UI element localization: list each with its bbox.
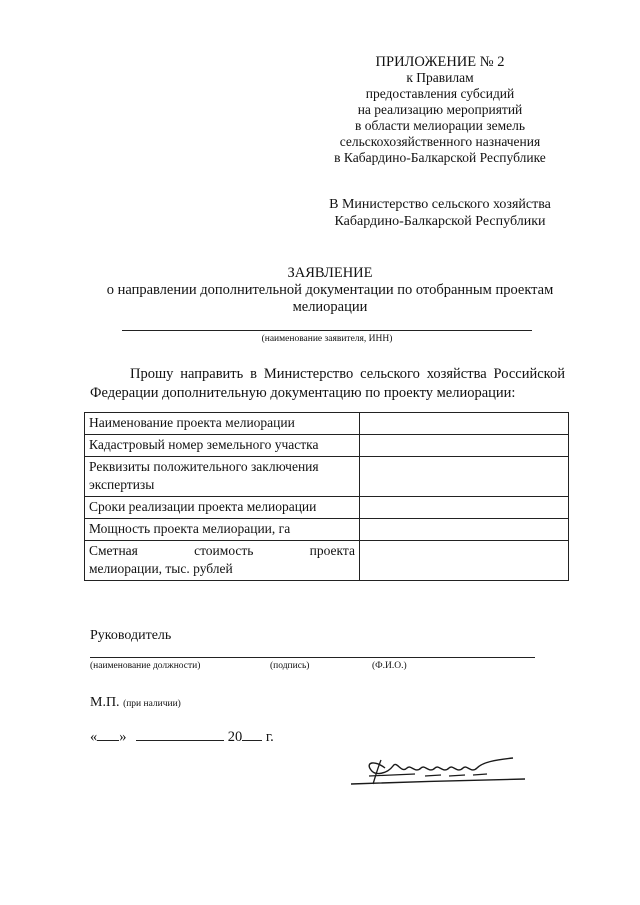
day-blank[interactable] [97, 728, 119, 741]
month-blank[interactable] [136, 728, 224, 741]
table-row [85, 413, 569, 435]
year-blank[interactable] [242, 728, 262, 741]
table-row [85, 435, 569, 457]
document-subtitle: о направлении дополнительной документации по отобранным проектам [106, 282, 554, 298]
appendix-title: ПРИЛОЖЕНИЕ № 2 [375, 54, 505, 70]
addressee-line: В Министерство сельского хозяйства [329, 197, 551, 212]
position-caption: (наименование должности) [90, 661, 201, 671]
table-value-cell[interactable] [360, 413, 569, 435]
table-value-cell[interactable] [360, 457, 569, 497]
appendix-header [290, 54, 590, 166]
table-value-cell[interactable] [360, 435, 569, 457]
date-close-quote: » [119, 729, 127, 745]
table-label: Сроки реализации проекта мелиорации [85, 497, 360, 519]
table-row [85, 541, 569, 581]
table-label: Мощность проекта мелиорации, га [85, 519, 360, 541]
table-label-line: Сметная стоимость проекта [89, 543, 355, 558]
signature-line [90, 657, 535, 658]
table-label: Кадастровый номер земельного участка [85, 435, 360, 457]
date-line [90, 728, 274, 746]
table-value-cell[interactable] [360, 541, 569, 581]
name-caption: (Ф.И.О.) [372, 661, 407, 671]
appendix-line: к Правилам [406, 70, 474, 85]
leader-label: Руководитель [90, 628, 172, 643]
appendix-line: сельскохозяйственного назначения [339, 134, 541, 149]
addressee-line: Кабардино-Балкарской Республики [334, 214, 546, 229]
year-prefix: 20 [227, 729, 243, 745]
table-value-cell[interactable] [360, 497, 569, 519]
document-subtitle: мелиорации [292, 299, 368, 315]
info-table [84, 412, 569, 581]
table-row [85, 497, 569, 519]
signature-caption: (подпись) [270, 661, 310, 671]
handwritten-signature [345, 740, 535, 795]
date-open-quote: « [90, 729, 98, 745]
applicant-caption: (наименование заявителя, ИНН) [261, 334, 393, 344]
addressee [290, 196, 590, 230]
stamp-place [90, 695, 181, 711]
applicant-line [122, 330, 532, 331]
table-label [85, 541, 360, 581]
table-row [85, 519, 569, 541]
table-label-line: мелиорации, тыс. рублей [89, 561, 233, 576]
table-label-line: Реквизиты положительного заключения [89, 459, 319, 474]
table-label: Наименование проекта мелиорации [85, 413, 360, 435]
document-title: ЗАЯВЛЕНИЕ [287, 265, 373, 281]
appendix-line: в области мелиорации земель [354, 118, 526, 133]
appendix-line: в Кабардино-Балкарской Республике [334, 150, 546, 165]
request-paragraph: Прошу направить в Министерство сельского хозяйства Российской Федерации дополнительную документацию по проекту мелиорации: [90, 366, 565, 401]
stamp-label: М.П. [90, 695, 120, 710]
table-row [85, 457, 569, 497]
document-heading [40, 265, 620, 316]
stamp-note: (при наличии) [123, 699, 181, 709]
appendix-line: на реализацию мероприятий [357, 102, 523, 117]
table-value-cell[interactable] [360, 519, 569, 541]
table-label [85, 457, 360, 497]
year-suffix: г. [265, 729, 274, 745]
appendix-line: предоставления субсидий [365, 86, 515, 101]
table-label-line: экспертизы [89, 477, 155, 492]
